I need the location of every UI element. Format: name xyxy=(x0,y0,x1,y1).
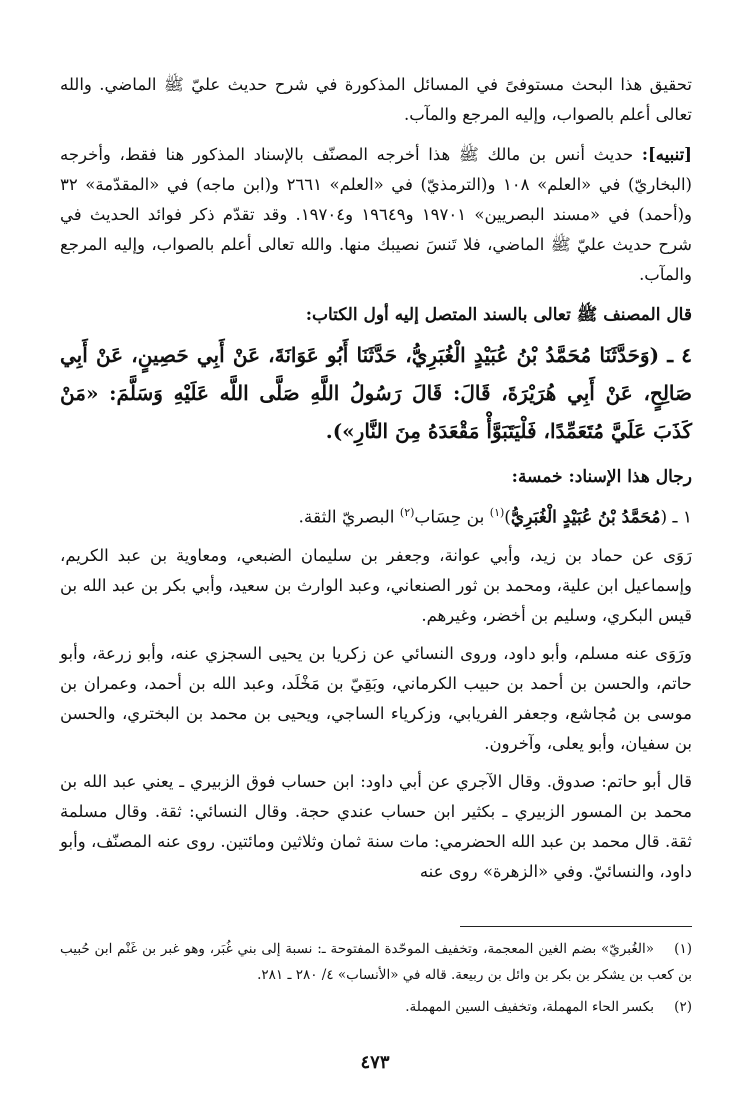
footnote-1 xyxy=(60,936,692,988)
footnote-1-number: (١) xyxy=(674,941,692,957)
note-text: حديث أنس بن مالك ﷺ هذا أخرجه المصنّف بالإسناد المذكور هنا فقط، وأخرجه (البخاريّ) في «العلم» ١٠٨ و(الترمذيّ) في «العلم» ٢٦٦١ و(ابن ماجه) في «المقدّمة» ٣٢ و(أحمد) في «مسند البصريين» ١٩٧٠١ و١٩٦٤٩ و١٩٧٠٤. وقد تقدّم ذكر فوائد الحديث في شرح حديث عليّ ﷺ الماضي، فلا تَنسَ نصيبك منها. والله تعالى أعلم بالصواب، وإليه المرجع والمآب. xyxy=(60,145,692,284)
narrators-heading: رجال هذا الإسناد: خمسة: xyxy=(511,467,692,487)
note-label: [تنبيه]: xyxy=(641,145,692,164)
paragraph-intro: تحقيق هذا البحث مستوفىً في المسائل المذكورة في شرح حديث عليّ ﷺ الماضي. والله تعالى أعلم بالصواب، وإليه المرجع والمآب. xyxy=(60,75,692,124)
narrator-end: البصريّ الثقة. xyxy=(298,507,400,528)
note-paragraph xyxy=(60,140,692,290)
footnotes xyxy=(60,936,692,1026)
paragraph-narrated-from: رَوَى عن حماد بن زيد، وأبي عوانة، وجعفر بن سليمان الضبعي، ومعاوية بن عبد الكريم، وإسماعيل ابن علية، ومحمد بن ثور الصنعاني، وعبد الوارث بن سعيد، وأبي بكر بن عبد الله بن قيس البكري، وسليم بن أخضر، وغيرهم. xyxy=(60,545,692,625)
hadith-text: ٤ ـ (وَحَدَّثَنَا مُحَمَّدُ بْنُ عُبَيْدٍ الْغُبَرِيُّ، حَدَّثَنَا أَبُو عَوَانَةَ، عَنْ أَبِي حَصِينٍ، عَنْ أَبِي صَالِحٍ، عَنْ أَبِي هُرَيْرَةَ، قَالَ: قَالَ رَسُولُ اللَّهِ صَلَّى اللَّه عَلَيْهِ وَسَلَّمَ: «مَنْ كَذَبَ عَلَيَّ مُتَعَمِّدًا، فَلْيَتَبَوَّأْ مَقْعَدَهُ مِنَ النَّارِ»). xyxy=(60,343,692,443)
narrator-mid: بن حِسَاب xyxy=(414,507,490,528)
footnote-2 xyxy=(60,994,692,1020)
footnote-1-text: «الغُبريّ» بضم الغين المعجمة، وتخفيف الموحّدة المفتوحة ـ: نسبة إلى بني غُبَر، وهو غبر بن غَنْم ابن حُبيب بن كعب بن يشكر بن بكر بن وائل بن ربيعة. قاله في «الأنساب» ٤/ ٢٨٠ ـ ٢٨١. xyxy=(60,941,692,983)
paragraph-grading: قال أبو حاتم: صدوق. وقال الآجري عن أبي داود: ابن حساب فوق الزبيري ـ يعني عبد الله بن محمد بن المسور الزبيري ـ بكثير ابن حساب عندي حجة. وقال النسائي: ثقة. وقال مسلمة ثقة. قال محمد بن عبد الله الحضرمي: مات سنة ثمان وثلاثين ومائتين. روى عنه المصنّف، وأبو داود، والنسائيّ. وفي «الزهرة» روى عنه xyxy=(60,771,692,881)
author-said-heading: قال المصنف ﷺ تعالى بالسند المتصل إليه أول الكتاب: xyxy=(305,305,692,325)
page-body xyxy=(60,70,692,895)
footnote-2-text: بكسر الحاء المهملة، وتخفيف السين المهملة. xyxy=(405,999,654,1015)
footnote-2-number: (٢) xyxy=(674,999,692,1015)
footnote-divider xyxy=(460,926,692,927)
paragraph-narrated-by: ورَوَى عنه مسلم، وأبو داود، وروى النسائي عن زكريا بن يحيى السجزي عنه، وأبو زرعة، وأبو حاتم، والحسن بن أحمد بن حبيب الكرماني، وبَقِيّ بن مَخْلَد، وعبد الله بن أحمد، وعمران بن موسى بن مُجاشع، وجعفر الفريابي، وزكرياء الساجي، ويحيى بن محمد بن البختري، والحسن بن سفيان، وأبو يعلى، وآخرون. xyxy=(60,643,692,753)
footnote-ref-1[interactable]: (١) xyxy=(489,506,505,519)
footnote-ref-2[interactable]: (٢) xyxy=(399,506,415,519)
page-number: ٤٧٣ xyxy=(360,1052,390,1073)
narrator-name: مُحَمَّدُ بْنُ عُبَيْدٍ الْغُبَرِيُّ xyxy=(510,507,661,528)
narrator-entry xyxy=(60,498,692,533)
narrator-number: ١ ـ ( xyxy=(660,507,692,528)
narrator-close: ) xyxy=(504,507,511,528)
